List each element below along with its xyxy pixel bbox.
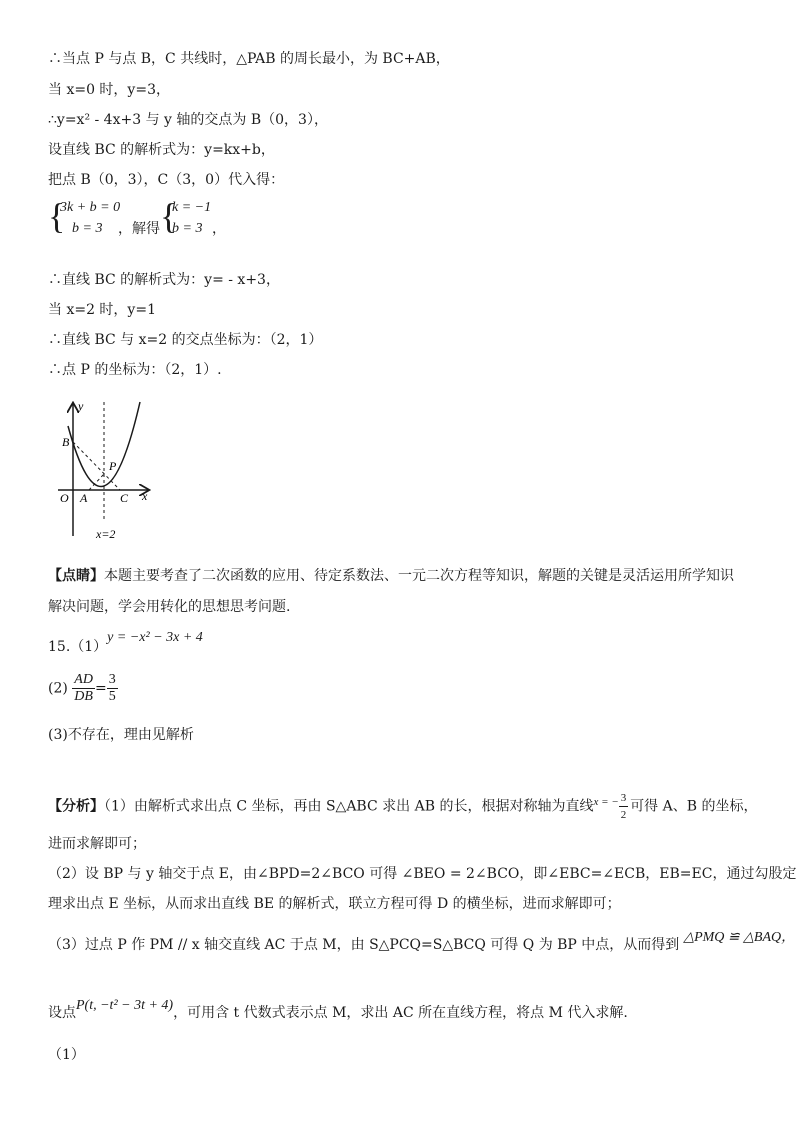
dianjing-line-1: [48, 567, 734, 585]
fenxi-line-3: （2）设 BP 与 y 轴交于点 E，由∠BPD=2∠BCO 可得 ∠BEO = 2∠BCO，即∠EBC=∠ECB，EB=EC，通过勾股定: [48, 866, 797, 882]
dianjing-tag: 【点睛】: [48, 568, 104, 584]
q15-part-1: [48, 630, 203, 655]
line-2: 当 x=0 时，y=3，: [48, 82, 170, 98]
label-line: x=2: [96, 527, 116, 541]
q15-part-2: [48, 672, 118, 705]
line-9: ∴点 P 的坐标为：（2，1）.: [48, 362, 222, 378]
fenxi-line-1: [48, 790, 758, 823]
line-4: 设直线 BC 的解析式为：y=kx+b，: [48, 142, 275, 158]
three-fifths-fraction: $\frac{3}{5}$: [108, 672, 116, 704]
fenxi-text-1a: （1）由解析式求出点 C 坐标，再由 S△ABC 求出 AB 的长，根据对称轴为直线: [104, 798, 594, 815]
line-6: ∴直线 BC 的解析式为：y= - x+3，: [48, 272, 280, 288]
system-end: ，: [212, 221, 226, 237]
label-y: y: [78, 399, 84, 413]
dianjing-line-2: 解决问题，学会用转化的思想思考问题.: [48, 599, 291, 615]
equals-sign: =: [94, 680, 107, 697]
label-x: x: [142, 489, 148, 503]
label-c: C: [120, 491, 129, 505]
q15-number: 15.（1）: [48, 639, 108, 655]
system-2-line-a: k = −1: [172, 200, 212, 215]
fenxi-text-6a: 设点: [48, 1005, 76, 1021]
fenxi-line-4: 理求出点 E 坐标，从而求出直线 BE 的解析式，联立方程可得 D 的横坐标，进而求解即可；: [48, 896, 621, 912]
system-1-line-a: 3k + b = 0: [60, 200, 121, 215]
solve-label: ，解得: [118, 221, 160, 237]
parabola-graph: [52, 398, 182, 548]
fenxi-text-1b: 可得 A、B 的坐标，: [630, 798, 758, 815]
label-p: P: [109, 459, 117, 473]
fenxi-text-5a: （3）过点 P 作 PM // x 轴交直线 AC 于点 M，由 S△PCQ=S△BCQ 可得 Q 为 BP 中点，从而得到: [48, 937, 680, 953]
symmetry-expr: x = −: [593, 795, 619, 808]
q15-part-2-prefix: (2): [48, 680, 68, 697]
label-a: A: [80, 491, 88, 505]
line-3: ∴y=x² - 4x+3 与 y 轴的交点为 B（0，3），: [48, 112, 328, 128]
point-p-expr: P(t, −t² − 3t + 4): [76, 998, 174, 1013]
fenxi-text-6b: ，可用含 t 代数式表示点 M，求出 AC 所在直线方程，将点 M 代入求解.: [173, 1005, 628, 1021]
line-1: ∴当点 P 与点 B，C 共线时，△PAB 的周长最小，为 BC+AB，: [48, 51, 450, 67]
last-line: （1）: [48, 1047, 85, 1063]
fenxi-line-2: 进而求解即可；: [48, 836, 146, 852]
dianjing-text-1: 本题主要考查了二次函数的应用、待定系数法、一元二次方程等知识，解题的关键是灵活运用所学知识: [104, 568, 734, 584]
line-5: 把点 B（0，3），C（3，0）代入得：: [48, 172, 285, 188]
q15-part-3: (3)不存在，理由见解析: [48, 727, 194, 743]
congruence-expr: △PMQ ≌ △BAQ，: [683, 930, 796, 945]
fenxi-line-5: [48, 930, 796, 955]
q15-part-1-expr: y = −x² − 3x + 4: [107, 630, 203, 645]
label-b: B: [62, 435, 70, 449]
line-7: 当 x=2 时，y=1: [48, 302, 156, 318]
label-origin: O: [60, 491, 69, 505]
line-8: ∴直线 BC 与 x=2 的交点坐标为：（2，1）: [48, 332, 323, 348]
system-2-line-b: b = 3: [172, 221, 203, 236]
fenxi-line-6: [48, 998, 628, 1023]
fenxi-tag: 【分析】: [48, 798, 104, 815]
system-1-line-b: b = 3: [72, 221, 103, 236]
three-halves-fraction: $\frac{3}{2}$: [620, 792, 627, 821]
ad-db-fraction: $\frac{AD}{DB}$: [74, 672, 93, 704]
